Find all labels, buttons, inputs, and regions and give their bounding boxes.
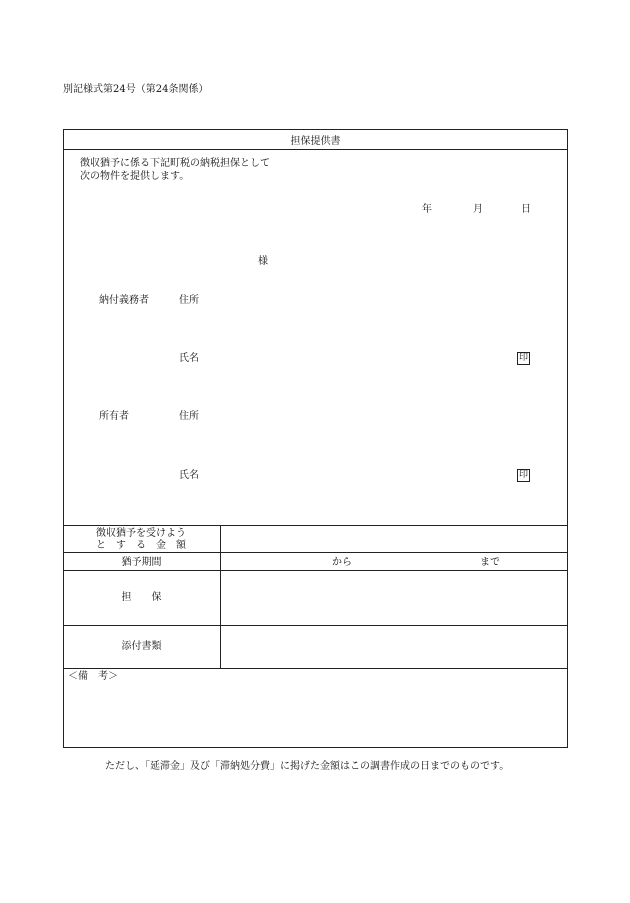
owner-seal-mark bbox=[517, 468, 530, 482]
date-month: 月 bbox=[473, 204, 483, 215]
attachments-label: 添付書類 bbox=[121, 641, 162, 652]
declaration-text bbox=[80, 157, 270, 183]
owner-address-label: 住所 bbox=[179, 411, 199, 422]
period-to: まで bbox=[480, 557, 500, 568]
owner-label: 所有者 bbox=[99, 411, 129, 422]
date-day: 日 bbox=[521, 204, 531, 215]
period-label: 猶予期間 bbox=[121, 557, 162, 568]
owner-seal-text: 印 bbox=[519, 470, 529, 480]
collateral-row-top bbox=[63, 570, 568, 571]
footer-note: ただし、「延滞金」及び「滞納処分費」に掲げた金額はこの調書作成の日までのものです。 bbox=[105, 761, 510, 772]
period-from: から bbox=[332, 557, 352, 568]
collateral-label: 担 保 bbox=[121, 592, 162, 603]
declaration-line-1: 徴収猶予に係る下記町税の納税担保として bbox=[80, 158, 270, 169]
declaration-line-2: 次の物件を提供します。 bbox=[80, 171, 190, 182]
addressee-suffix: 様 bbox=[258, 256, 268, 267]
form-frame bbox=[63, 129, 568, 748]
remarks-label: ＜備 考＞ bbox=[68, 671, 118, 682]
form-reference: 別記様式第24号（第24条関係） bbox=[63, 84, 209, 95]
title-divider bbox=[63, 149, 568, 150]
attachments-row-top bbox=[63, 625, 568, 626]
date-year: 年 bbox=[422, 204, 432, 215]
period-row-top bbox=[63, 552, 568, 553]
taxpayer-label: 納付義務者 bbox=[99, 295, 149, 306]
remarks-row-top bbox=[63, 668, 568, 669]
amount-label-line-2: と す る 金 額 bbox=[96, 540, 186, 551]
amount-row-top bbox=[63, 525, 568, 526]
label-column-divider bbox=[220, 525, 221, 668]
owner-name-label: 氏名 bbox=[179, 470, 199, 481]
taxpayer-name-label: 氏名 bbox=[179, 353, 199, 364]
form-title: 担保提供書 bbox=[290, 136, 341, 147]
taxpayer-address-label: 住所 bbox=[179, 295, 199, 306]
taxpayer-seal-mark bbox=[517, 351, 530, 365]
taxpayer-seal-text: 印 bbox=[519, 353, 529, 363]
amount-label-line-1: 徴収猶予を受けよう bbox=[96, 528, 186, 539]
